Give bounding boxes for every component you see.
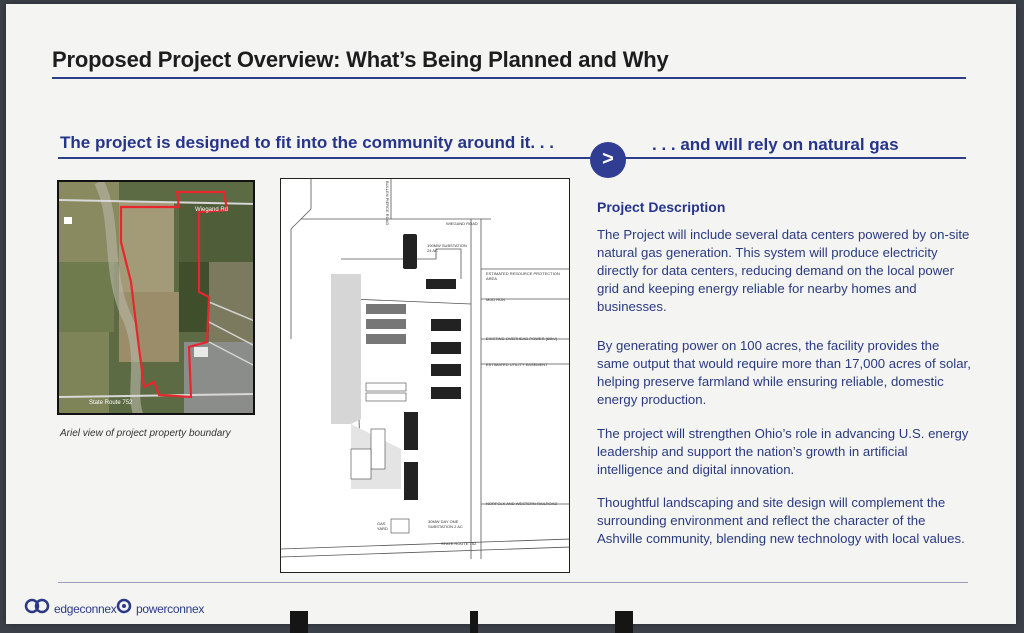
- subtitle-divider-right: [624, 157, 966, 159]
- plan-label-mud-run: MUD RUN: [486, 297, 505, 302]
- edgeconnex-logo: [24, 598, 116, 619]
- description-heading: Project Description: [597, 199, 726, 215]
- aerial-road-label-top: Wiegand Rd: [195, 207, 229, 213]
- arrow-icon: >: [590, 142, 626, 178]
- subtitle-right: . . . and will rely on natural gas: [652, 135, 899, 154]
- description-paragraph-2: By generating power on 100 acres, the facility provides the same output that would require more than 17,000 acres of solar, helping preserve farmland while ensuring reliable, domestic energy production.: [597, 338, 971, 407]
- title-divider: [52, 77, 966, 79]
- powerconnex-logo: [116, 598, 204, 619]
- edgeconnex-logo-icon: [24, 598, 50, 619]
- page-title: Proposed Project Overview: What’s Being Planned and Why: [52, 47, 669, 72]
- aerial-caption: Ariel view of project property boundary: [60, 428, 231, 439]
- easel-leg-center: [470, 611, 478, 633]
- plan-label-overhead-power: EXISTING OVERHEAD POWER (69kV): [486, 336, 558, 341]
- plan-label-substation-top: 190MW SUBSTATION 24 AC: [427, 243, 467, 253]
- plan-label-wiegand: WIEGAND ROAD: [446, 221, 478, 226]
- plan-label-substation-bottom: 30MW DAY ONE SUBSTATION 2 AC: [428, 519, 463, 529]
- description-paragraph-1: The Project will include several data centers powered by on-site natural gas generation. This system will produce electricity directly for data centers, reducing demand on the local power grid and keeping energy reliable for nearby homes and businesses.: [597, 227, 970, 314]
- aerial-road-label-bottom: State Route 752: [89, 400, 133, 406]
- subtitle-left: The project is designed to fit into the community around it. . .: [60, 133, 554, 152]
- description-paragraph-4: Thoughtful landscaping and site design will complement the surrounding environment and reflect the character of the Ashville community, blending new technology with local values.: [597, 495, 965, 546]
- powerconnex-logo-icon: [116, 598, 132, 619]
- plan-label-state-route: STATE ROUTE 752: [441, 541, 477, 546]
- easel-leg-left: [290, 611, 308, 633]
- footer-divider: [58, 582, 968, 583]
- aerial-map-image: [57, 180, 255, 415]
- edgeconnex-logo-text: edgeconnex: [54, 601, 117, 616]
- plan-label-resource-area: ESTIMATED RESOURCE PROTECTION AREA: [486, 271, 560, 281]
- plan-label-gas-yard: GAS YARD: [377, 521, 388, 531]
- easel-leg-right: [615, 611, 633, 633]
- powerconnex-logo-text: powerconnex: [136, 601, 205, 616]
- description-paragraph-3: The project will strengthen Ohio’s role in advancing U.S. energy leadership and support the nation’s growth in artificial intelligence and digital innovation.: [597, 426, 969, 477]
- site-plan-drawing: [280, 178, 570, 573]
- subtitle-divider-left: [58, 157, 592, 159]
- plan-label-railroad: NORFOLK AND WESTERN RAILROAD: [486, 501, 558, 506]
- plan-label-utility-easement: ESTIMATED UTILITY EASEMENT: [486, 362, 548, 367]
- plan-label-bullen-road: BULLEN PIERCE ROAD: [385, 181, 390, 226]
